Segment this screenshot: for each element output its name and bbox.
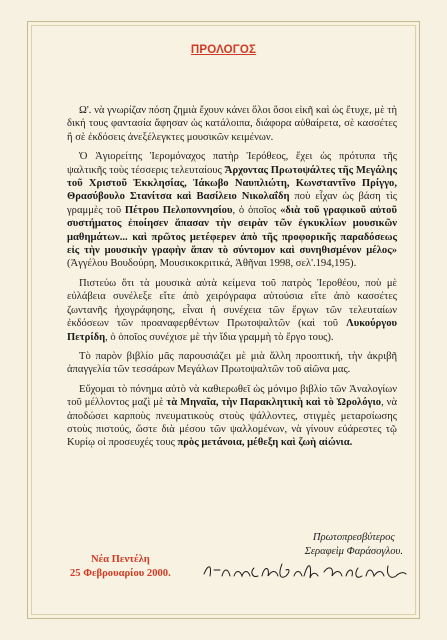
bold-text: Λυκούργου Πετρίδη <box>67 318 397 343</box>
handwritten-signature <box>200 558 410 584</box>
bold-text: τὰ Μηναῖα, τὴν Παρακλητικὴ καὶ τὸ Ὡρολόγιο <box>166 397 382 409</box>
bold-text: «διὰ τοῦ γραφικοῦ αὐτοῦ συστήματος ἐποίησεν ἅπασαν τὴν σειρὰν τῶν ἐγκυκλίων μουσικῶν μαθημάτων... καὶ πρῶτος μετέφερεν ἀπὸ τῆς προφορικῆς παραδόσεως εἰς τὴν μουσικὴν γραφὴν ἅπαν τὸ σύντομον καὶ συνηθισμένον μέλος» <box>67 204 397 257</box>
place-date-block <box>70 553 171 580</box>
paragraph <box>67 350 397 377</box>
text: Ω'. νὰ γνωρίζαν πόση ζημιὰ ἔχουν κάνει ὅλοι ὅσοι εἰκῆ καὶ ὡς ἔτυχε, μὲ τὴ δική τους φαντασία ἄφησαν ὡς κατάλοιπα, διάφορα αὐθαίρετα, σὲ κασσέτες ἢ σὲ ἐκδόσεις ἀνεξέλεγκτες μουσικῶν κειμένων. <box>67 105 397 143</box>
text: , νὰ ἀποδώσει καρποὺς πνευματικοὺς στοὺς ψάλλοντες, στιγμὲς μεταρσίωσης στοὺς πιστούς, ὥστε διὰ μέσου τῶν ψαλλομένων, νὰ γίνουν εὐάρεστες τῷ Κυρίῳ οἱ προσευχές τους <box>67 397 397 449</box>
place-name: Νέα Πεντέλη <box>90 554 150 565</box>
paragraph <box>67 150 397 271</box>
text: , ὁ ὁποῖος συνέχισε μὲ τὴν ἴδια γραμμὴ τὸ ἔργο τους). <box>105 331 334 343</box>
text: Τὸ παρὸν βιβλίο μᾶς παρουσιάζει μὲ μιὰ ἄλλη προοπτική, τὴν ἀκριβῆ ἀπαγγελία τῶν τεσσάρων Μεγάλων Πρωτοψαλτῶν τοῦ αἰῶνα μας. <box>67 350 397 376</box>
date-text: 25 Φεβρουαρίου 2000. <box>70 567 171 579</box>
signature-title: Πρωτοπρεσβύτερος <box>312 532 395 543</box>
text: (Ἀγγέλου Βουδούρη, Μουσικοκριτικά, Ἀθῆναι 1998, σελ'.194,195). <box>67 258 357 270</box>
signature-name: Σεραφεὶμ Φαράσογλου. <box>304 545 403 557</box>
text: Πιστεύω ὅτι τὰ μουσικὰ αὐτὰ κείμενα τοῦ πατρὸς Ἱεροθέου, ποὺ μὲ εὐλάβεια συνέλεξε εἴτε ἀπὸ χειρόγραφα αὐτούσια εἴτε ἀπὸ κασσέτες ζωντανῆς ἠχογράφησης, εἶναι ἡ συνέχεια τῶν ἔργων τῶν τελευταίων ἐκδόσεων τῶν προαναφερθέντων Πρωτοψαλτῶν (καὶ τοῦ <box>67 277 397 330</box>
bold-text: Πέτρου Πελοποννησίου <box>124 204 233 216</box>
text: , ὁ ὁποῖος <box>232 204 281 216</box>
document-body <box>67 104 397 456</box>
page-title: ΠΡΟΛΟΓΟΣ <box>190 44 257 56</box>
paragraph <box>67 277 397 344</box>
paragraph <box>67 104 397 144</box>
text: Εὔχομαι τὸ πόνημα αὐτὸ νὰ καθιερωθεῖ ὡς μόνιμο βιβλίο τῶν Ἀναλογίων τοῦ μέλλοντος μαζὶ μὲ <box>67 383 397 409</box>
paragraph <box>67 383 397 450</box>
bold-text: πρὸς μετάνοια, μέθεξη καὶ ζωὴ αἰώνια. <box>177 437 353 449</box>
bold-text: Ἄρχοντας Πρωτοψάλτες τῆς Μεγάλης τοῦ Χριστοῦ Ἐκκλησίας, Ἰάκωβο Ναυπλιώτη, Κωνσταντῖνο Πρίγγο, Θρασύβουλο Στανίτσα καὶ Βασίλειο Νικολαΐδη <box>67 164 397 203</box>
text: Ὁ Ἁγιορείτης Ἱερομόναχος πατὴρ Ἱερόθεος, ἔχει ὡς πρότυπα τῆς ψαλτικῆς τοὺς τέσσερις τελευταίους <box>67 151 397 176</box>
text: ποὺ εἶχαν ὡς βάση τὶς γραμμὲς τοῦ <box>67 191 398 216</box>
signature-block <box>305 531 403 558</box>
